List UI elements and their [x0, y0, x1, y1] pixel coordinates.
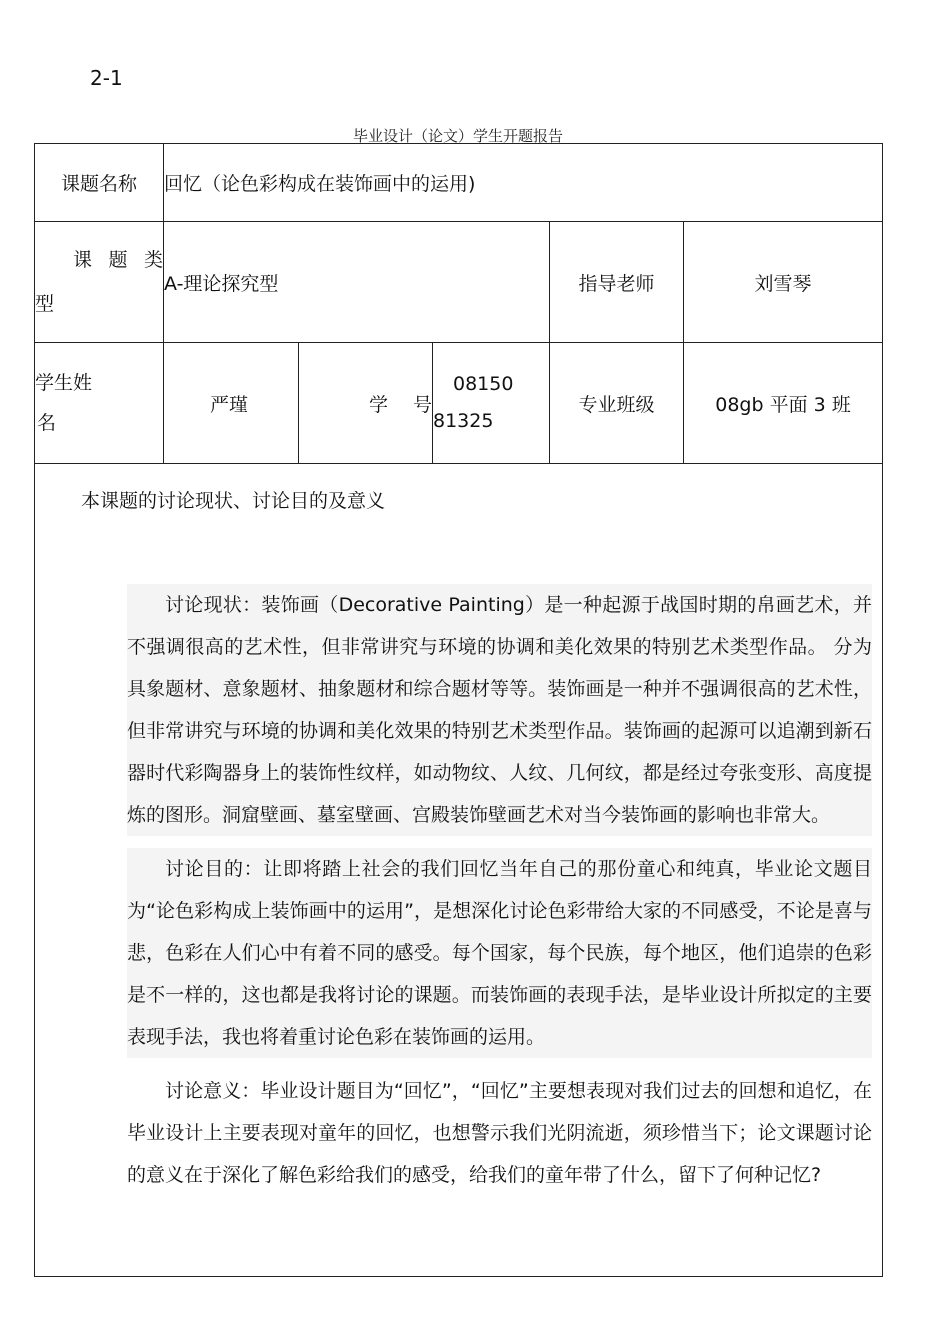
student-name-value: 严瑾: [164, 343, 299, 464]
topic-type-value: A-理论探究型: [164, 222, 550, 343]
student-id-line1: 08150: [453, 373, 514, 395]
proposal-form-table: [34, 143, 883, 1277]
topic-name-label: 课题名称: [35, 144, 164, 222]
topic-type-label-line2: 型: [35, 293, 55, 315]
student-id-label: 学 号: [299, 343, 433, 464]
student-id-line2: 81325: [433, 410, 494, 432]
topic-type-label-line1: 课 题 类: [73, 249, 163, 271]
advisor-label: 指导老师: [550, 222, 684, 343]
paragraph-significance: 讨论意义：毕业设计题目为“回忆”，“回忆”主要想表现对我们过去的回想和追忆，在毕业设计上主要表现对童年的回忆，也想警示我们光阴流逝，须珍惜当下；论文课题讨论的意义在于深化了解色彩给我们的感受，给我们的童年带了什么，留下了何种记忆?: [127, 1080, 872, 1186]
advisor-value: 刘雪琴: [684, 222, 883, 343]
topic-type-row: [35, 222, 883, 343]
student-id-value: [433, 343, 550, 464]
research-section: [35, 464, 883, 1277]
student-info-row: [35, 343, 883, 464]
paragraph-purpose: 讨论目的：让即将踏上社会的我们回忆当年自己的那份童心和纯真，毕业论文题目为“论色彩构成上装饰画中的运用”，是想深化讨论色彩带给大家的不同感受，不论是喜与悲，色彩在人们心中有着不同的感受。每个国家，每个民族，每个地区，他们追崇的色彩是不一样的，这也都是我将讨论的课题。而装饰画的表现手法，是毕业设计所拟定的主要表现手法，我也将着重讨论色彩在装饰画的运用。: [127, 848, 872, 1058]
research-section-row: [35, 464, 883, 1277]
paragraphs: [127, 584, 872, 1208]
document-title: 毕业设计（论文）学生开题报告: [352, 127, 563, 145]
topic-name-value: 回忆（论色彩构成在装饰画中的运用): [164, 144, 883, 222]
student-name-label: [35, 343, 164, 464]
topic-name-row: [35, 144, 883, 222]
student-name-label-line2: 名: [37, 412, 57, 434]
class-label: 专业班级: [550, 343, 684, 464]
page-number: 2-1: [90, 66, 123, 90]
topic-type-label: [35, 222, 164, 343]
student-name-label-line1: 学生姓: [35, 372, 93, 394]
section-heading: 本课题的讨论现状、讨论目的及意义: [81, 490, 386, 512]
class-value: 08gb 平面 3 班: [684, 343, 883, 464]
paragraph-status: 讨论现状：装饰画（Decorative Painting）是一种起源于战国时期的帛画艺术，并不强调很高的艺术性，但非常讲究与环境的协调和美化效果的特别艺术类型作品。 分为具象题材、意象题材、抽象题材和综合题材等等。装饰画是一种并不强调很高的艺术性，但非常讲究与环境的协调和美化效果的特别艺术类型作品。装饰画的起源可以追潮到新石器时代彩陶器身上的装饰性纹样，如动物纹、人纹、几何纹，都是经过夸张变形、高度提炼的图形。洞窟壁画、墓室壁画、宫殿装饰壁画艺术对当今装饰画的影响也非常大。: [127, 584, 872, 836]
